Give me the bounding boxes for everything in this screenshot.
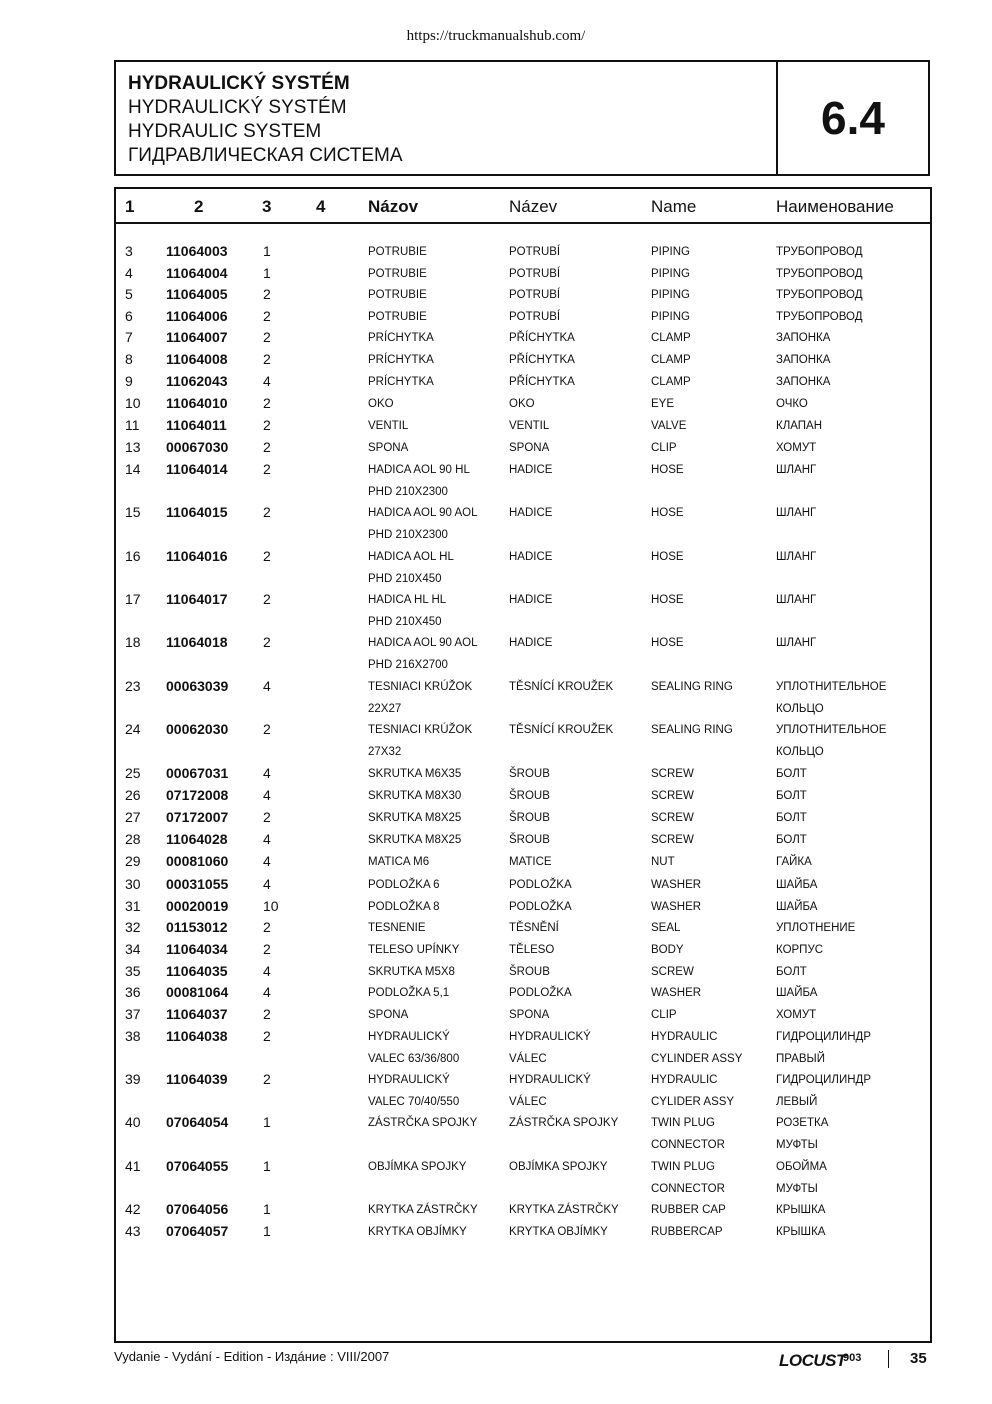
cell-part-number: 11064035 bbox=[166, 963, 228, 979]
cell-name-sk: TESNIACI KRÚŽOK bbox=[368, 724, 473, 736]
cell-name-ru: ЗАПОНКА bbox=[776, 376, 831, 388]
cell-name-cz: SPONA bbox=[509, 1009, 550, 1021]
cell-position: 7 bbox=[125, 329, 133, 345]
cell-position: 18 bbox=[125, 634, 141, 650]
cell-name-cz: ŠROUB bbox=[509, 768, 550, 780]
cell-name-ru: ШАЙБА bbox=[776, 987, 818, 999]
section-number: 6.4 bbox=[821, 92, 885, 144]
cell-name-ru: ОБОЙМА bbox=[776, 1161, 827, 1173]
cell-name-sk: SKRUTKA M8X25 bbox=[368, 834, 462, 846]
cell-quantity: 1 bbox=[263, 265, 271, 281]
cell-name-cz: PODLOŽKA bbox=[509, 901, 572, 913]
cell-position: 13 bbox=[125, 439, 141, 455]
cell-position: 25 bbox=[125, 765, 141, 781]
cell-position: 4 bbox=[125, 265, 133, 281]
cell-name-sk: PHD 210X2300 bbox=[368, 486, 448, 498]
cell-name-sk: HADICA AOL 90 AOL bbox=[368, 637, 478, 649]
cell-name-en: WASHER bbox=[651, 987, 702, 999]
cell-name-ru: БОЛТ bbox=[776, 790, 807, 802]
cell-name-cz: HADICE bbox=[509, 594, 553, 606]
cell-quantity: 2 bbox=[263, 634, 271, 650]
cell-quantity: 4 bbox=[263, 963, 271, 979]
col-header-ru: Наименование bbox=[776, 197, 894, 216]
cell-position: 35 bbox=[125, 963, 141, 979]
cell-name-cz: VÁLEC bbox=[509, 1096, 547, 1108]
cell-position: 38 bbox=[125, 1028, 141, 1044]
cell-name-sk: HADICA AOL HL bbox=[368, 551, 454, 563]
cell-quantity: 2 bbox=[263, 721, 271, 737]
cell-name-ru: ТРУБОПРОВОД bbox=[776, 268, 863, 280]
cell-quantity: 2 bbox=[263, 395, 271, 411]
cell-part-number: 00020019 bbox=[166, 898, 229, 914]
section-titles bbox=[128, 72, 403, 168]
page-number: 35 bbox=[910, 1350, 927, 1367]
cell-name-sk: POTRUBIE bbox=[368, 289, 427, 301]
cell-position: 27 bbox=[125, 809, 141, 825]
cell-part-number: 07172008 bbox=[166, 787, 229, 803]
cell-name-sk: VENTIL bbox=[368, 420, 409, 432]
cell-part-number: 11064017 bbox=[166, 591, 228, 607]
cell-part-number: 11064004 bbox=[166, 265, 228, 281]
title-block bbox=[114, 60, 930, 176]
cell-part-number: 07064055 bbox=[166, 1158, 229, 1174]
cell-name-ru: ТРУБОПРОВОД bbox=[776, 311, 863, 323]
cell-quantity: 2 bbox=[263, 308, 271, 324]
cell-part-number: 00067030 bbox=[166, 439, 229, 455]
cell-part-number: 11064011 bbox=[166, 417, 227, 433]
cell-name-en: SEAL bbox=[651, 922, 681, 934]
cell-quantity: 2 bbox=[263, 1071, 271, 1087]
cell-name-en: SCREW bbox=[651, 790, 694, 802]
cell-quantity: 2 bbox=[263, 919, 271, 935]
cell-quantity: 2 bbox=[263, 1006, 271, 1022]
cell-name-ru: ГИДРОЦИЛИНДР bbox=[776, 1074, 871, 1086]
cell-name-ru: РОЗЕТКА bbox=[776, 1117, 829, 1129]
cell-quantity: 2 bbox=[263, 809, 271, 825]
cell-name-sk: PHD 216X2700 bbox=[368, 659, 448, 671]
cell-name-en: WASHER bbox=[651, 879, 702, 891]
cell-name-en: PIPING bbox=[651, 289, 690, 301]
cell-position: 29 bbox=[125, 853, 141, 869]
cell-quantity: 2 bbox=[263, 286, 271, 302]
cell-name-sk: TESNENIE bbox=[368, 922, 426, 934]
cell-name-en: SEALING RING bbox=[651, 681, 733, 693]
cell-name-en: VALVE bbox=[651, 420, 687, 432]
cell-name-cz: VÁLEC bbox=[509, 1053, 547, 1065]
cell-part-number: 07064056 bbox=[166, 1201, 229, 1217]
cell-part-number: 11064018 bbox=[166, 634, 228, 650]
cell-name-ru: ШЛАНГ bbox=[776, 464, 817, 476]
cell-name-ru: ШАЙБА bbox=[776, 879, 818, 891]
cell-name-ru: МУФТЫ bbox=[776, 1183, 818, 1195]
cell-name-cz: ŠROUB bbox=[509, 834, 550, 846]
col-header-sk: Názov bbox=[368, 197, 419, 216]
cell-name-cz: TĚLESO bbox=[509, 944, 555, 956]
cell-name-en: CLIP bbox=[651, 442, 677, 454]
col-header-part: 2 bbox=[194, 197, 204, 216]
cell-name-ru: УПЛОТНИТЕЛЬНОЕ bbox=[776, 681, 887, 693]
cell-name-en: BODY bbox=[651, 944, 684, 956]
cell-position: 24 bbox=[125, 721, 141, 737]
model-number: 903 bbox=[843, 1352, 862, 1364]
col-header-4: 4 bbox=[316, 197, 326, 216]
cell-position: 14 bbox=[125, 461, 141, 477]
col-header-qty: 3 bbox=[262, 197, 272, 216]
cell-name-sk: OKO bbox=[368, 398, 394, 410]
cell-name-ru: БОЛТ bbox=[776, 768, 807, 780]
cell-name-sk: 22X27 bbox=[368, 703, 402, 715]
cell-name-cz: POTRUBÍ bbox=[509, 311, 561, 323]
cell-position: 30 bbox=[125, 876, 141, 892]
cell-quantity: 4 bbox=[263, 373, 271, 389]
cell-name-cz: TĚSNÍCÍ KROUŽEK bbox=[509, 681, 614, 693]
parts-table bbox=[114, 187, 932, 1343]
title-sk: HYDRAULICKÝ SYSTÉM bbox=[128, 73, 350, 94]
table-header bbox=[116, 189, 930, 224]
cell-name-sk: HADICA AOL 90 HL bbox=[368, 464, 470, 476]
cell-name-en: NUT bbox=[651, 856, 675, 868]
cell-name-cz: PŘÍCHYTKA bbox=[509, 376, 575, 388]
cell-name-sk: SKRUTKA M6X35 bbox=[368, 768, 462, 780]
cell-name-en: HOSE bbox=[651, 507, 684, 519]
cell-name-ru: КОРПУС bbox=[776, 944, 824, 956]
cell-quantity: 2 bbox=[263, 1028, 271, 1044]
cell-quantity: 2 bbox=[263, 439, 271, 455]
cell-name-sk: HYDRAULICKÝ bbox=[368, 1031, 450, 1043]
cell-quantity: 1 bbox=[263, 243, 271, 259]
cell-position: 32 bbox=[125, 919, 141, 935]
cell-name-en: HOSE bbox=[651, 637, 684, 649]
col-header-pos: 1 bbox=[125, 197, 135, 216]
cell-name-en: HYDRAULIC bbox=[651, 1031, 718, 1043]
cell-name-ru: ПРАВЫЙ bbox=[776, 1053, 825, 1065]
cell-name-ru: КЛАПАН bbox=[776, 420, 823, 432]
cell-position: 6 bbox=[125, 308, 133, 324]
cell-name-ru: КОЛЬЦО bbox=[776, 703, 824, 715]
cell-quantity: 4 bbox=[263, 787, 271, 803]
cell-position: 11 bbox=[125, 417, 140, 433]
cell-part-number: 11064003 bbox=[166, 243, 228, 259]
cell-name-en: CLAMP bbox=[651, 354, 691, 366]
cell-quantity: 2 bbox=[263, 548, 271, 564]
cell-name-cz: POTRUBÍ bbox=[509, 289, 561, 301]
cell-part-number: 07064057 bbox=[166, 1223, 229, 1239]
cell-name-en: WASHER bbox=[651, 901, 702, 913]
cell-name-sk: OBJÍMKA SPOJKY bbox=[368, 1161, 467, 1173]
cell-name-en: HYDRAULIC bbox=[651, 1074, 718, 1086]
cell-name-en: PIPING bbox=[651, 311, 690, 323]
cell-name-ru: ШЛАНГ bbox=[776, 594, 817, 606]
cell-name-sk: SKRUTKA M8X25 bbox=[368, 812, 462, 824]
cell-name-en: RUBBER CAP bbox=[651, 1204, 726, 1216]
cell-name-cz: KRYTKA ZÁSTRČKY bbox=[509, 1204, 619, 1216]
cell-name-en: RUBBERCAP bbox=[651, 1226, 723, 1238]
cell-name-en: TWIN PLUG bbox=[651, 1117, 715, 1129]
brand-logo: LOCUST bbox=[779, 1351, 846, 1370]
cell-part-number: 01153012 bbox=[166, 919, 228, 935]
title-cz: HYDRAULICKÝ SYSTÉM bbox=[128, 97, 347, 118]
cell-name-ru: КРЫШКА bbox=[776, 1204, 826, 1216]
cell-name-en: PIPING bbox=[651, 246, 690, 258]
cell-quantity: 1 bbox=[263, 1114, 271, 1130]
cell-position: 10 bbox=[125, 395, 141, 411]
cell-part-number: 11064038 bbox=[166, 1028, 228, 1044]
cell-name-en: TWIN PLUG bbox=[651, 1161, 715, 1173]
cell-name-cz: HADICE bbox=[509, 507, 553, 519]
cell-position: 36 bbox=[125, 984, 141, 1000]
cell-position: 16 bbox=[125, 548, 141, 564]
cell-name-ru: ШЛАНГ bbox=[776, 551, 817, 563]
cell-name-cz: POTRUBÍ bbox=[509, 246, 561, 258]
cell-position: 3 bbox=[125, 243, 133, 259]
cell-name-ru: ХОМУТ bbox=[776, 442, 817, 454]
cell-name-cz: TĚSNÍCÍ KROUŽEK bbox=[509, 724, 614, 736]
cell-name-en: SCREW bbox=[651, 768, 694, 780]
cell-name-cz: PŘÍCHYTKA bbox=[509, 354, 575, 366]
cell-name-sk: POTRUBIE bbox=[368, 246, 427, 258]
cell-position: 17 bbox=[125, 591, 141, 607]
cell-part-number: 00081064 bbox=[166, 984, 229, 1000]
cell-part-number: 00081060 bbox=[166, 853, 229, 869]
cell-name-en: CYLIDER ASSY bbox=[651, 1096, 735, 1108]
cell-name-sk: PRÍCHYTKA bbox=[368, 332, 434, 344]
cell-part-number: 00031055 bbox=[166, 876, 229, 892]
cell-quantity: 4 bbox=[263, 678, 271, 694]
cell-position: 26 bbox=[125, 787, 141, 803]
cell-name-ru: ТРУБОПРОВОД bbox=[776, 246, 863, 258]
cell-part-number: 11064005 bbox=[166, 286, 228, 302]
cell-name-sk: PHD 210X450 bbox=[368, 573, 442, 585]
cell-name-cz: KRYTKA OBJÍMKY bbox=[509, 1226, 608, 1238]
cell-name-sk: VALEC 70/40/550 bbox=[368, 1096, 460, 1108]
cell-name-sk: PHD 210X2300 bbox=[368, 529, 448, 541]
cell-quantity: 2 bbox=[263, 591, 271, 607]
cell-name-en: SCREW bbox=[651, 812, 694, 824]
cell-name-cz: HYDRAULICKÝ bbox=[509, 1031, 591, 1043]
cell-position: 34 bbox=[125, 941, 141, 957]
cell-name-ru: КОЛЬЦО bbox=[776, 746, 824, 758]
cell-quantity: 2 bbox=[263, 417, 271, 433]
cell-name-sk: POTRUBIE bbox=[368, 311, 427, 323]
cell-name-sk: SKRUTKA M5X8 bbox=[368, 966, 455, 978]
cell-part-number: 11064037 bbox=[166, 1006, 228, 1022]
cell-part-number: 11062043 bbox=[166, 373, 228, 389]
cell-name-sk: SPONA bbox=[368, 442, 409, 454]
cell-part-number: 11064039 bbox=[166, 1071, 228, 1087]
cell-quantity: 10 bbox=[263, 898, 279, 914]
cell-name-en: CONNECTOR bbox=[651, 1183, 725, 1195]
cell-name-sk: PODLOŽKA 8 bbox=[368, 901, 440, 913]
cell-name-sk: SPONA bbox=[368, 1009, 409, 1021]
cell-name-sk: HADICA AOL 90 AOL bbox=[368, 507, 478, 519]
cell-name-sk: KRYTKA OBJÍMKY bbox=[368, 1226, 467, 1238]
cell-name-sk: PHD 210X450 bbox=[368, 616, 442, 628]
cell-name-en: EYE bbox=[651, 398, 675, 410]
cell-position: 15 bbox=[125, 504, 141, 520]
cell-name-cz: VENTIL bbox=[509, 420, 550, 432]
cell-name-sk: MATICA M6 bbox=[368, 856, 430, 868]
cell-name-ru: ШАЙБА bbox=[776, 901, 818, 913]
cell-name-sk: HYDRAULICKÝ bbox=[368, 1074, 450, 1086]
cell-quantity: 4 bbox=[263, 984, 271, 1000]
cell-name-cz: ŠROUB bbox=[509, 966, 550, 978]
cell-name-sk: POTRUBIE bbox=[368, 268, 427, 280]
cell-name-ru: ЗАПОНКА bbox=[776, 354, 831, 366]
source-url: https://truckmanualshub.com/ bbox=[406, 28, 586, 44]
cell-name-ru: БОЛТ bbox=[776, 812, 807, 824]
cell-quantity: 4 bbox=[263, 765, 271, 781]
cell-name-ru: ХОМУТ bbox=[776, 1009, 817, 1021]
cell-part-number: 11064016 bbox=[166, 548, 228, 564]
cell-name-en: CONNECTOR bbox=[651, 1139, 725, 1151]
cell-quantity: 2 bbox=[263, 329, 271, 345]
cell-quantity: 4 bbox=[263, 831, 271, 847]
cell-name-ru: ЛЕВЫЙ bbox=[776, 1096, 818, 1108]
cell-position: 43 bbox=[125, 1223, 141, 1239]
cell-position: 9 bbox=[125, 373, 133, 389]
cell-name-cz: TĚSNĚNÍ bbox=[509, 922, 559, 934]
cell-name-ru: УПЛОТНИТЕЛЬНОЕ bbox=[776, 724, 887, 736]
cell-part-number: 11064007 bbox=[166, 329, 228, 345]
cell-name-en: HOSE bbox=[651, 464, 684, 476]
cell-name-en: CYLINDER ASSY bbox=[651, 1053, 743, 1065]
cell-name-en: SEALING RING bbox=[651, 724, 733, 736]
cell-part-number: 00063039 bbox=[166, 678, 229, 694]
cell-name-sk: TELESO UPÍNKY bbox=[368, 944, 460, 956]
cell-name-ru: ОЧКО bbox=[776, 398, 808, 410]
cell-part-number: 11064028 bbox=[166, 831, 228, 847]
cell-quantity: 2 bbox=[263, 351, 271, 367]
cell-name-en: CLAMP bbox=[651, 376, 691, 388]
cell-name-en: SCREW bbox=[651, 834, 694, 846]
cell-name-sk: VALEC 63/36/800 bbox=[368, 1053, 460, 1065]
cell-position: 42 bbox=[125, 1201, 141, 1217]
cell-part-number: 11064014 bbox=[166, 461, 228, 477]
cell-position: 37 bbox=[125, 1006, 141, 1022]
cell-name-cz: PŘÍCHYTKA bbox=[509, 332, 575, 344]
cell-quantity: 2 bbox=[263, 941, 271, 957]
col-header-cz: Název bbox=[509, 197, 558, 216]
cell-name-cz: ZÁSTRČKA SPOJKY bbox=[509, 1117, 619, 1129]
cell-name-en: SCREW bbox=[651, 966, 694, 978]
cell-quantity: 2 bbox=[263, 461, 271, 477]
cell-name-sk: KRYTKA ZÁSTRČKY bbox=[368, 1204, 478, 1216]
cell-part-number: 11064010 bbox=[166, 395, 228, 411]
cell-name-cz: ŠROUB bbox=[509, 790, 550, 802]
cell-name-sk: PODLOŽKA 5,1 bbox=[368, 987, 450, 999]
cell-name-cz: ŠROUB bbox=[509, 812, 550, 824]
cell-quantity: 1 bbox=[263, 1201, 271, 1217]
cell-name-cz: HADICE bbox=[509, 464, 553, 476]
cell-name-en: HOSE bbox=[651, 594, 684, 606]
cell-name-sk: PODLOŽKA 6 bbox=[368, 879, 440, 891]
cell-name-ru: БОЛТ bbox=[776, 966, 807, 978]
cell-name-ru: БОЛТ bbox=[776, 834, 807, 846]
cell-quantity: 4 bbox=[263, 876, 271, 892]
cell-quantity: 1 bbox=[263, 1223, 271, 1239]
cell-name-sk: HADICA HL HL bbox=[368, 594, 447, 606]
cell-part-number: 11064034 bbox=[166, 941, 228, 957]
cell-name-cz: HYDRAULICKÝ bbox=[509, 1074, 591, 1086]
cell-name-ru: ТРУБОПРОВОД bbox=[776, 289, 863, 301]
cell-name-en: HOSE bbox=[651, 551, 684, 563]
cell-position: 5 bbox=[125, 286, 133, 302]
cell-position: 31 bbox=[125, 898, 141, 914]
cell-name-sk: PRÍCHYTKA bbox=[368, 376, 434, 388]
cell-quantity: 1 bbox=[263, 1158, 271, 1174]
cell-position: 23 bbox=[125, 678, 141, 694]
cell-part-number: 00067031 bbox=[166, 765, 229, 781]
title-ru: ГИДРАВЛИЧЕСКАЯ СИСТЕМА bbox=[128, 145, 403, 166]
cell-name-sk: TESNIACI KRÚŽOK bbox=[368, 681, 473, 693]
cell-name-cz: OKO bbox=[509, 398, 535, 410]
cell-name-cz: HADICE bbox=[509, 637, 553, 649]
cell-part-number: 11064008 bbox=[166, 351, 228, 367]
cell-name-ru: МУФТЫ bbox=[776, 1139, 818, 1151]
cell-position: 39 bbox=[125, 1071, 141, 1087]
cell-quantity: 2 bbox=[263, 504, 271, 520]
title-en: HYDRAULIC SYSTEM bbox=[128, 121, 322, 142]
cell-name-ru: КРЫШКА bbox=[776, 1226, 826, 1238]
footer-divider bbox=[888, 1350, 889, 1368]
cell-name-cz: PODLOŽKA bbox=[509, 987, 572, 999]
cell-position: 41 bbox=[125, 1158, 141, 1174]
cell-name-cz: OBJÍMKA SPOJKY bbox=[509, 1161, 608, 1173]
cell-name-ru: УПЛОТНЕНИЕ bbox=[776, 922, 856, 934]
cell-name-ru: ГИДРОЦИЛИНДР bbox=[776, 1031, 871, 1043]
cell-name-cz: PODLOŽKA bbox=[509, 879, 572, 891]
cell-name-cz: MATICE bbox=[509, 856, 552, 868]
cell-name-ru: ШЛАНГ bbox=[776, 507, 817, 519]
cell-name-cz: POTRUBÍ bbox=[509, 268, 561, 280]
cell-part-number: 07064054 bbox=[166, 1114, 229, 1130]
cell-position: 28 bbox=[125, 831, 141, 847]
cell-name-cz: HADICE bbox=[509, 551, 553, 563]
cell-name-ru: ЗАПОНКА bbox=[776, 332, 831, 344]
cell-name-en: CLAMP bbox=[651, 332, 691, 344]
cell-name-sk: SKRUTKA M8X30 bbox=[368, 790, 462, 802]
cell-part-number: 07172007 bbox=[166, 809, 229, 825]
cell-name-ru: ШЛАНГ bbox=[776, 637, 817, 649]
cell-position: 40 bbox=[125, 1114, 141, 1130]
cell-name-en: CLIP bbox=[651, 1009, 677, 1021]
cell-name-sk: PRÍCHYTKA bbox=[368, 354, 434, 366]
cell-name-en: PIPING bbox=[651, 268, 690, 280]
cell-name-cz: SPONA bbox=[509, 442, 550, 454]
cell-part-number: 00062030 bbox=[166, 721, 229, 737]
cell-name-sk: 27X32 bbox=[368, 746, 402, 758]
cell-name-ru: ГАЙКА bbox=[776, 856, 812, 868]
cell-part-number: 11064015 bbox=[166, 504, 228, 520]
edition-text: Vydanie - Vydání - Edition - Издáние : VIII/2007 bbox=[114, 1349, 390, 1364]
cell-quantity: 4 bbox=[263, 853, 271, 869]
cell-name-sk: ZÁSTRČKA SPOJKY bbox=[368, 1117, 478, 1129]
cell-part-number: 11064006 bbox=[166, 308, 228, 324]
col-header-en: Name bbox=[651, 197, 697, 216]
cell-position: 8 bbox=[125, 351, 133, 367]
